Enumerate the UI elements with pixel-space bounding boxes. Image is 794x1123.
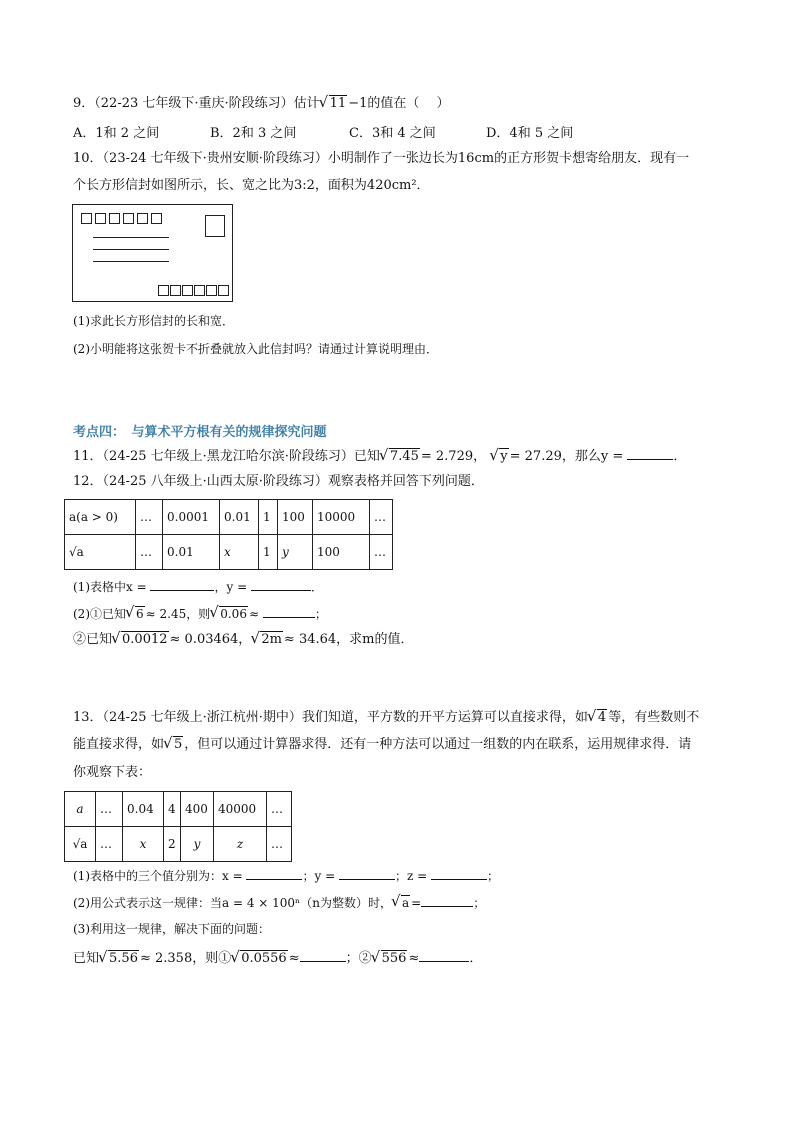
radicand: 5 [174, 737, 183, 752]
table-cell: … [96, 792, 123, 827]
table-row [65, 827, 292, 862]
option-c[interactable]: C．3和 4 之间 [349, 126, 436, 141]
answer-blank[interactable] [419, 948, 469, 962]
postcode-box [182, 285, 193, 296]
question-9-tail: −1的值在（ ） [348, 96, 450, 111]
part-text: (1)表格中的三个值分别为：x = [73, 869, 243, 883]
part-text: ；z = [394, 869, 428, 883]
table-cell: … [370, 500, 393, 535]
radicand: a [401, 896, 410, 910]
table-cell: 1 [259, 500, 278, 535]
radicand: 0.0012 [122, 632, 168, 647]
table-cell: x [220, 535, 259, 570]
table-cell: x [123, 827, 164, 862]
answer-blank[interactable] [300, 948, 346, 962]
question-11 [73, 446, 686, 466]
radical [372, 950, 408, 968]
radical [231, 950, 288, 968]
table-cell: … [267, 792, 292, 827]
question-13-part2 [73, 893, 485, 912]
question-11-value: = 27.29，那么y = [509, 449, 624, 464]
postcode-box [158, 285, 169, 296]
punctuation: ． [469, 951, 483, 966]
question-13-part1 [73, 866, 499, 885]
postcode-box [95, 213, 106, 224]
part-text: ，y = [214, 580, 248, 594]
part-text: ≈ [408, 951, 420, 966]
question-13-text: 13．（24-25 七年级上·浙江杭州·期中）我们知道，平方数的开平方运算可以直接求得，如 [73, 710, 588, 725]
table-cell: … [136, 535, 163, 570]
question-12-table [64, 499, 393, 570]
question-12-intro: 12．（24-25 八年级上·山西太原·阶段练习）观察表格并回答下列问题． [73, 474, 484, 489]
part-text: = [411, 896, 422, 910]
part-text: (1)表格中x = [73, 580, 147, 594]
table-cell: … [96, 827, 123, 862]
table-cell: a [65, 792, 96, 827]
part-text: ②已知 [73, 632, 113, 647]
question-10-part2: (2)小明能将这张贺卡不折叠就放入此信封吗？请通过计算说明理由． [73, 342, 439, 356]
table-cell: 0.01 [163, 535, 220, 570]
punctuation: ． [310, 580, 323, 594]
question-13-line3: 你观察下表： [73, 765, 152, 780]
radical [392, 894, 410, 912]
question-9 [73, 95, 450, 113]
stamp-box [205, 215, 225, 237]
option-b[interactable]: B．2和 3 之间 [210, 126, 297, 141]
radical [380, 448, 420, 466]
radicand: 7.45 [389, 449, 419, 464]
radicand: 11 [329, 96, 347, 111]
radicand: 0.0556 [241, 951, 287, 966]
answer-blank[interactable] [421, 893, 473, 907]
table-cell: 0.0001 [163, 500, 220, 535]
answer-blank[interactable] [627, 446, 673, 460]
question-10-line2: 个长方形信封如图所示，长、宽之比为3:2，面积为420cm²． [73, 178, 430, 193]
question-11-value: = 2.729， [420, 449, 487, 464]
question-12-part1 [73, 577, 323, 596]
section-heading: 考点四： 与算术平方根有关的规律探究问题 [73, 425, 327, 440]
radicand: 6 [136, 607, 144, 621]
postcode-box [137, 213, 148, 224]
part-text: (2)①已知 [73, 607, 126, 621]
table-cell: z [214, 827, 267, 862]
table-cell: y [181, 827, 214, 862]
radical [112, 631, 169, 649]
table-cell: … [136, 500, 163, 535]
part-text: ≈ [288, 951, 300, 966]
table-cell: 4 [164, 792, 181, 827]
address-line [93, 249, 169, 250]
postcode-box [218, 285, 229, 296]
part-text: 已知 [73, 951, 100, 966]
table-cell: 100 [313, 535, 370, 570]
table-cell: y [278, 535, 313, 570]
question-12-part3 [73, 631, 414, 649]
address-line [93, 237, 169, 238]
radical [126, 605, 145, 623]
question-13-text: ，但可以通过计算器求得．还有一种方法可以通过一组数的内在联系，运用规律求得．请 [184, 737, 692, 752]
option-d[interactable]: D．4和 5 之间 [486, 126, 574, 141]
part-text: ；y = [302, 869, 336, 883]
radicand: 2m [261, 632, 282, 647]
punctuation: ； [314, 607, 327, 621]
question-13-part4 [73, 948, 482, 968]
question-13-line1 [73, 709, 699, 727]
radical [588, 709, 607, 727]
question-12-part2 [73, 604, 327, 623]
punctuation: ； [486, 869, 499, 883]
table-cell: … [370, 535, 393, 570]
radicand: 0.06 [220, 607, 247, 621]
table-row [65, 500, 393, 535]
envelope-figure [72, 204, 233, 302]
option-a[interactable]: A．1和 2 之间 [73, 126, 160, 141]
postcode-box [151, 213, 162, 224]
question-11-text: 11．（24-25 七年级上·黑龙江哈尔滨·阶段练习）已知 [73, 449, 380, 464]
question-13-text: 能直接求得，如 [73, 737, 165, 752]
question-13-table [64, 791, 292, 862]
postcode-box [170, 285, 181, 296]
postcode-box [123, 213, 134, 224]
table-cell: 40000 [214, 792, 267, 827]
radical [99, 950, 139, 968]
part-text: ≈ 0.03464， [169, 632, 252, 647]
address-line [93, 261, 169, 262]
answer-blank[interactable] [246, 866, 302, 880]
question-9-text: 9．（22-23 七年级下·重庆·阶段练习）估计 [73, 96, 320, 111]
table-cell: 0.04 [123, 792, 164, 827]
answer-blank[interactable] [263, 604, 315, 618]
radicand: 4 [597, 710, 607, 725]
question-13-part3: (3)利用这一规律，解决下面的问题： [73, 922, 270, 936]
radical [320, 95, 348, 113]
part-text: ≈ [248, 607, 260, 621]
radical [251, 631, 283, 649]
answer-blank[interactable] [339, 866, 395, 880]
punctuation: ； [473, 896, 486, 910]
part-text: ≈ 34.64，求m的值． [283, 632, 414, 647]
table-row [65, 535, 393, 570]
answer-blank[interactable] [431, 866, 487, 880]
question-13-line2 [73, 736, 691, 754]
answer-blank[interactable] [150, 577, 214, 591]
part-text: ≈ 2.45，则 [145, 607, 211, 621]
postcode-box [194, 285, 205, 296]
table-cell: 1 [259, 535, 278, 570]
part-text: (2)用公式表示这一规律：当a = 4 × 100ⁿ（n为整数）时， [73, 896, 392, 910]
question-10-line1: 10．（23-24 七年级下·贵州安顺·阶段练习）小明制作了一张边长为16cm的正方形贺卡想寄给朋友．现有一 [73, 151, 690, 166]
table-row [65, 792, 292, 827]
table-cell: 100 [278, 500, 313, 535]
radical [210, 605, 248, 623]
table-cell: … [267, 827, 292, 862]
radical [164, 736, 183, 754]
table-cell: 400 [181, 792, 214, 827]
table-cell: √a [65, 827, 96, 862]
radicand: 5.56 [109, 951, 138, 966]
table-cell: √a [65, 535, 136, 570]
punctuation: ． [673, 449, 687, 464]
part-text: ；② [345, 951, 372, 966]
answer-blank[interactable] [251, 577, 311, 591]
radicand: y [500, 449, 508, 464]
question-13-text: 等，有些数则不 [608, 710, 700, 725]
postcode-box [81, 213, 92, 224]
postcode-box [206, 285, 217, 296]
table-cell: 10000 [313, 500, 370, 535]
postcode-box [109, 213, 120, 224]
question-10-part1: (1)求此长方形信封的长和宽． [73, 314, 234, 328]
table-cell: a(a > 0) [65, 500, 136, 535]
table-cell: 2 [164, 827, 181, 862]
table-cell: 0.01 [220, 500, 259, 535]
radicand: 556 [381, 951, 407, 966]
part-text: ≈ 2.358，则① [139, 951, 232, 966]
radical [490, 448, 508, 466]
